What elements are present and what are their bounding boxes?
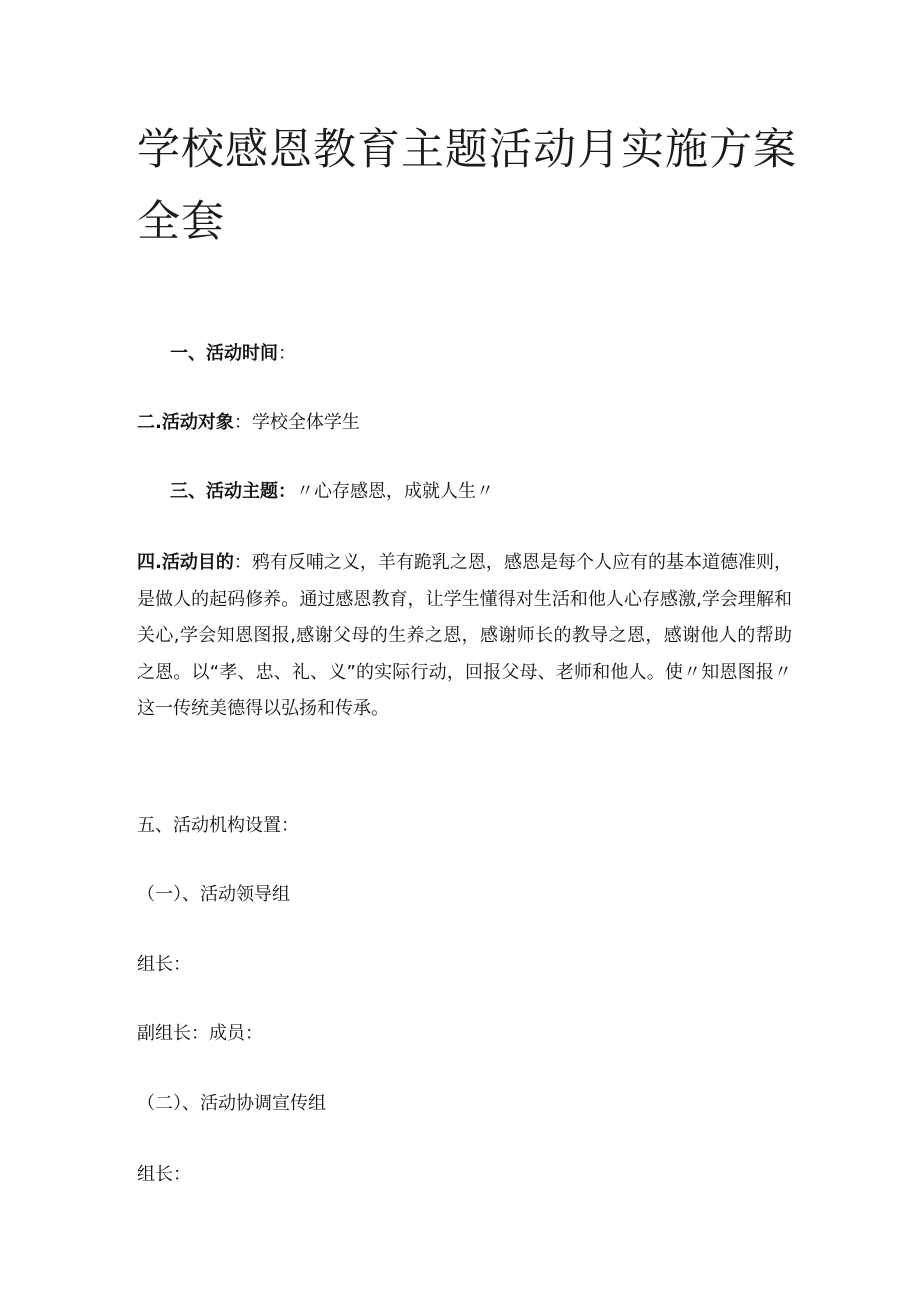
- leadership-group-title: （一）、活动领导组: [137, 884, 290, 905]
- section-activity-purpose: [137, 545, 792, 728]
- activity-time-separator: ：: [278, 343, 296, 364]
- section-activity-time: [170, 342, 296, 366]
- activity-target-value: 学校全体学生: [251, 412, 360, 433]
- activity-theme-value: 〃心存感恩，成就人生〃: [296, 481, 494, 502]
- section-activity-target: [137, 411, 360, 435]
- activity-theme-label: 三、活动主题：: [170, 481, 296, 502]
- section-activity-theme: [170, 480, 494, 504]
- leadership-group-leader: 组长：: [137, 954, 191, 975]
- activity-target-separator: ：: [233, 412, 252, 433]
- activity-time-label: 一、活动时间: [170, 343, 278, 364]
- activity-target-label: 二.活动对象: [137, 412, 234, 433]
- coordination-group-title: （二）、活动协调宣传组: [137, 1093, 326, 1114]
- section-organization-heading: 五、活动机构设置：: [137, 815, 299, 836]
- activity-purpose-label: 四.活动目的: [137, 552, 234, 573]
- document-title: 学校感恩教育主题活动月实施方案全套: [137, 125, 797, 247]
- coordination-group-leader: 组长：: [137, 1164, 191, 1185]
- activity-purpose-text: ：鸦有反哺之义，羊有跪乳之恩，感恩是每个人应有的基本道德准则，是做人的起码修养。通过感恩教育，让学生懂得对生活和他人心存感激,学会理解和关心,学会知恩图报,感谢父母的生养之恩，感谢师长的教导之恩，感谢他人的帮助之恩。以“孝、忠、礼、义”的实际行动，回报父母、老师和他人。使〃知恩图报〃这一传统美德得以弘扬和传承。: [137, 552, 793, 720]
- leadership-group-deputy-members: 副组长：成员：: [137, 1023, 263, 1044]
